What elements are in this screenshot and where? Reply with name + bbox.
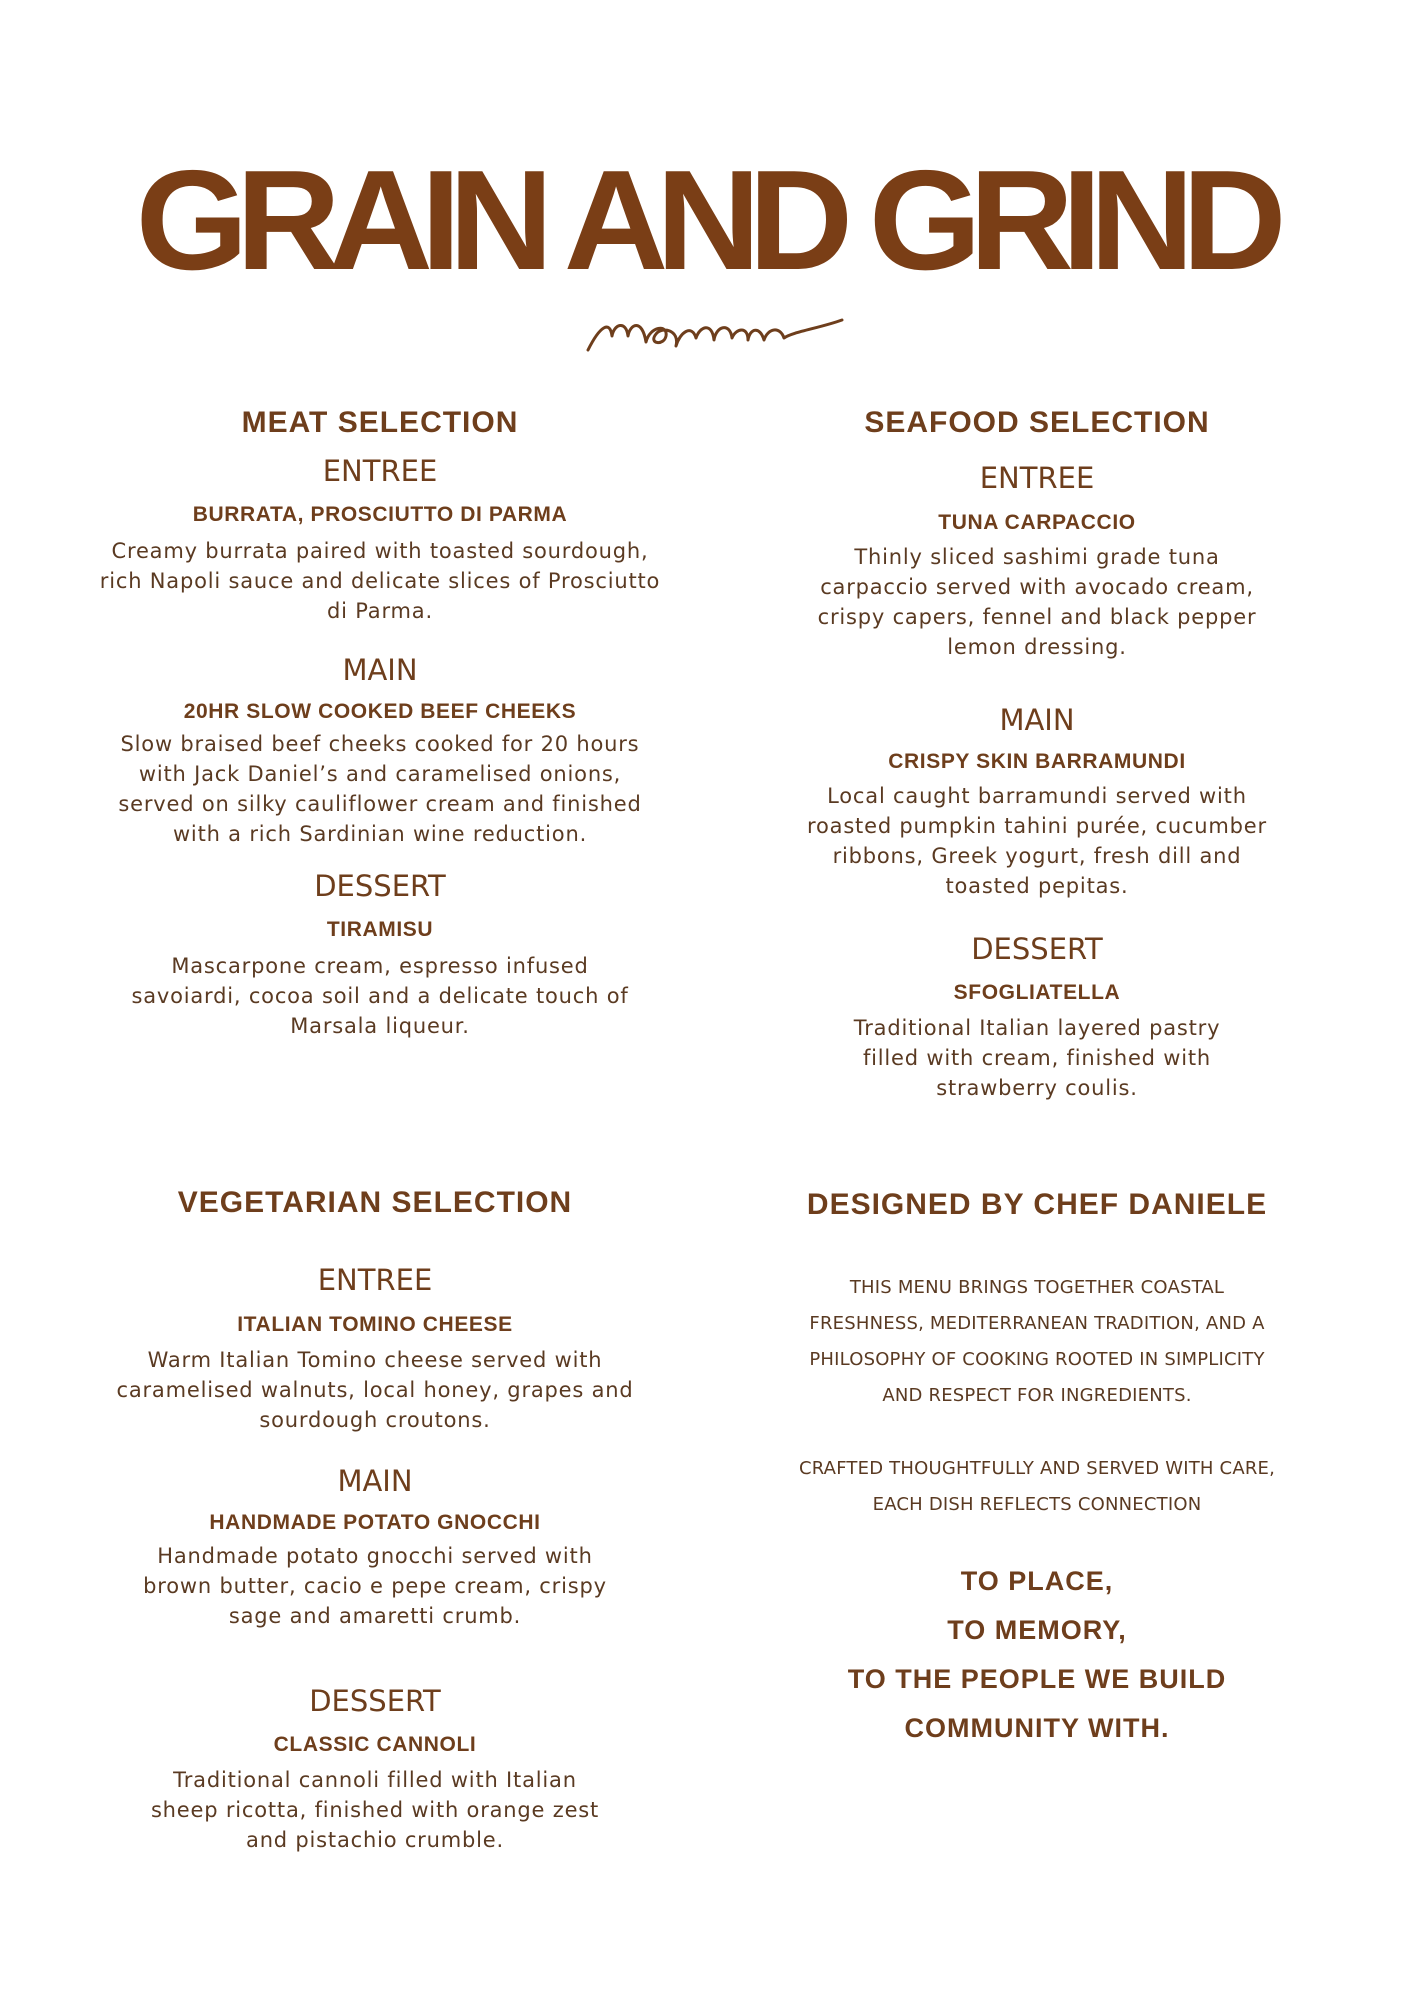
meat-main-desc: Slow braised beef cheeks cooked for 20 hours with Jack Daniel’s and caramelised onions, served on silky cauliflower cream and finished with a rich Sardinian wine reduction. xyxy=(118,732,642,846)
meat-entree-dish: BURRATA, PROSCIUTTO DI PARMA xyxy=(192,503,568,526)
vegetarian-section xyxy=(80,0,670,1880)
seafood-entree-desc: Thinly sliced sashimi grade tuna carpaccio served with avocado cream, crispy capers, fennel and black pepper lemon dressing. xyxy=(817,545,1257,659)
restaurant-name: GRAIN AND GRIND xyxy=(135,141,1275,300)
vegetarian-entree-dish: ITALIAN TOMINO CHEESE xyxy=(237,1313,513,1336)
seafood-main-desc: Local caught barramundi served with roasted pumpkin tahini purée, cucumber ribbons, Greek yogurt, fresh dill and toasted pepitas. xyxy=(807,784,1267,898)
vegetarian-entree-course: ENTREE xyxy=(317,1263,433,1297)
seafood-dessert-dish: SFOGLIATELLA xyxy=(953,981,1121,1004)
chef-title: DESIGNED BY CHEF DANIELE xyxy=(806,1188,1268,1221)
vegetarian-main-course: MAIN xyxy=(337,1464,413,1498)
chef-closing-statement: TO PLACE, TO MEMORY, TO THE PEOPLE WE BUILD COMMUNITY WITH. xyxy=(847,1566,1227,1743)
chef-philosophy: THIS MENU BRINGS TOGETHER COASTAL FRESHNESS, MEDITERRANEAN TRADITION, AND A PHILOSOPHY OF COOKING ROOTED IN SIMPLICITY AND RESPECT FOR INGREDIENTS. xyxy=(809,1277,1265,1406)
seafood-entree-course: ENTREE xyxy=(979,461,1095,495)
meat-dessert-course: DESSERT xyxy=(314,869,446,903)
chef-crafted-note: CRAFTED THOUGHTFULLY AND SERVED WITH CARE, EACH DISH REFLECTS CONNECTION xyxy=(798,1458,1276,1515)
meat-main-dish: 20HR SLOW COOKED BEEF CHEEKS xyxy=(183,700,577,723)
vegetarian-dessert-course: DESSERT xyxy=(309,1684,441,1718)
chef-section xyxy=(752,0,1322,1760)
vegetarian-title: VEGETARIAN SELECTION xyxy=(177,1186,573,1219)
meat-dessert-dish: TIRAMISU xyxy=(326,918,434,941)
vegetarian-entree-desc: Warm Italian Tomino cheese served with caramelised walnuts, local honey, grapes and sourdough croutons. xyxy=(116,1348,634,1432)
meat-dessert-desc: Mascarpone cream, espresso infused savoiardi, cocoa soil and a delicate touch of Marsala liqueur. xyxy=(131,954,629,1038)
meat-entree-desc: Creamy burrata paired with toasted sourdough, rich Napoli sauce and delicate slices of Prosciutto di Parma. xyxy=(99,539,661,623)
vegetarian-dessert-desc: Traditional cannoli filled with Italian sheep ricotta, finished with orange zest and pistachio crumble. xyxy=(150,1768,600,1852)
seafood-main-dish: CRISPY SKIN BARRAMUNDI xyxy=(888,750,1186,773)
meat-title: MEAT SELECTION xyxy=(241,406,519,439)
meat-entree-course: ENTREE xyxy=(322,454,438,488)
meat-main-course: MAIN xyxy=(342,653,418,687)
seafood-dessert-course: DESSERT xyxy=(971,932,1103,966)
vegetarian-main-dish: HANDMADE POTATO GNOCCHI xyxy=(209,1511,541,1534)
seafood-title: SEAFOOD SELECTION xyxy=(864,406,1210,439)
seafood-dessert-desc: Traditional Italian layered pastry filled with cream, finished with strawberry coulis. xyxy=(853,1016,1221,1100)
vegetarian-dessert-dish: CLASSIC CANNOLI xyxy=(273,1733,477,1756)
seafood-entree-dish: TUNA CARPACCIO xyxy=(938,511,1136,534)
seafood-main-course: MAIN xyxy=(999,703,1075,737)
vegetarian-main-desc: Handmade potato gnocchi served with brown butter, cacio e pepe cream, crispy sage and amaretti crumb. xyxy=(143,1544,607,1628)
